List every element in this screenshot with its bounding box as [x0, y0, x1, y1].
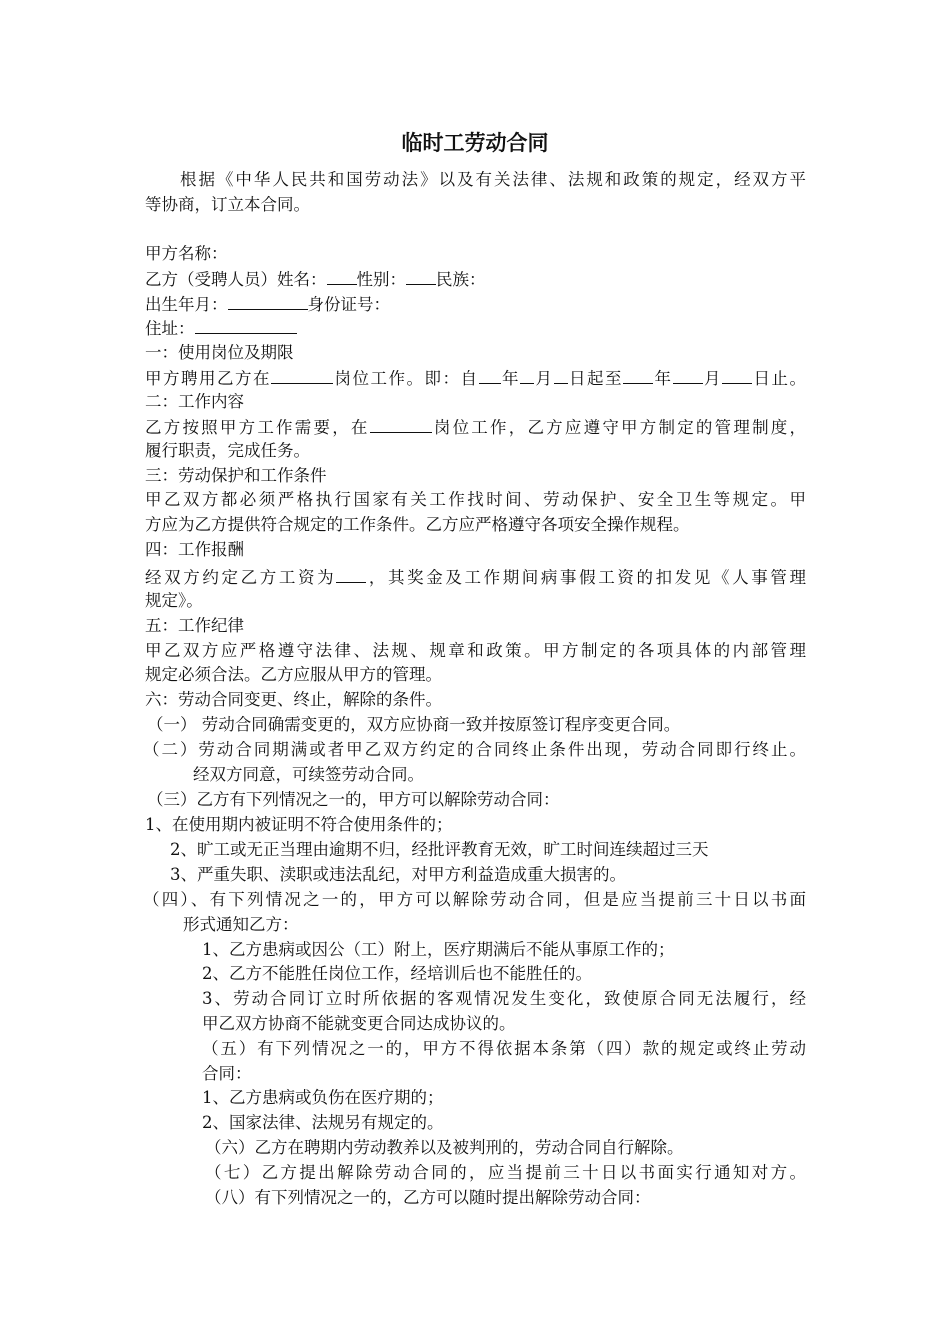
document-line: [145, 390, 244, 414]
document-line: [145, 813, 453, 837]
line-text: 经双方约定乙方工资为: [145, 568, 337, 587]
document-line: [147, 788, 560, 812]
line-text: 甲乙双方协商不能就变更合同达成协议的。: [202, 1014, 516, 1033]
document-line: [145, 614, 244, 638]
document-line: [205, 1136, 684, 1160]
line-text: 三：劳动保护和工作条件: [145, 466, 327, 485]
document-line: [202, 1086, 444, 1110]
document-line: [143, 738, 806, 762]
line-text: 甲乙双方都必须严格执行国家有关工作找时间、劳动保护、安全卫生等规定。甲: [145, 490, 806, 509]
line-text: 根据《中华人民共和国劳动法》以及有关法律、法规和政策的规定，经双方平: [180, 170, 806, 189]
line-text: 等协商，订立本合同。: [145, 195, 310, 214]
line-text: （四）、有下列情况之一的，甲方可以解除劳动合同，但是应当提前三十日以书面: [143, 890, 806, 909]
fill-in-blank: [271, 366, 333, 384]
line-text: 性别：: [356, 270, 406, 289]
document-line: [145, 663, 442, 687]
line-text: （六）乙方在聘期内劳动教养以及被判刑的，劳动合同自行解除。: [205, 1138, 684, 1157]
line-text: 1、乙方患病或因公（工）附上，医疗期满后不能从事原工作的；: [202, 940, 675, 959]
document-line: [205, 1161, 806, 1185]
fill-in-blank: [228, 292, 308, 310]
document-line: [202, 1062, 252, 1086]
document-line: [202, 1111, 444, 1135]
line-text: 五：工作纪律: [145, 616, 244, 635]
line-text: （八）有下列情况之一的，乙方可以随时提出解除劳动合同：: [205, 1188, 651, 1207]
document-line: [170, 838, 709, 862]
document-line: [147, 713, 680, 737]
document-line: [202, 938, 675, 962]
document-line: [145, 589, 203, 613]
fill-in-blank: [195, 316, 297, 334]
fill-in-blank: [479, 366, 501, 384]
line-text: 乙方（受聘人员）姓名：: [145, 270, 327, 289]
line-text: 身份证号：: [307, 295, 390, 314]
document-line: [202, 1012, 516, 1036]
document-line: [202, 1037, 806, 1061]
document-line: [193, 763, 424, 787]
line-text: 规定必须合法。乙方应服从甲方的管理。: [145, 665, 442, 684]
document-title: 临时工劳动合同: [401, 131, 549, 155]
line-text: （二）劳动合同期满或者甲乙双方约定的合同终止条件出现，劳动合同即行终止。: [143, 740, 806, 759]
document-line: [145, 439, 310, 463]
fill-in-blank: [370, 415, 432, 433]
line-text: 形式通知乙方：: [183, 915, 299, 934]
line-text: 经双方同意，可续签劳动合同。: [193, 765, 424, 784]
document-line: [202, 987, 806, 1011]
document-line: [180, 168, 806, 192]
document-line: [170, 863, 626, 887]
line-text: 民族：: [436, 270, 486, 289]
document-line: [145, 242, 228, 266]
line-text: 3、劳动合同订立时所依据的客观情况发生变化，致使原合同无法履行，经: [202, 989, 806, 1008]
line-text: 六：劳动合同变更、终止，解除的条件。: [145, 690, 442, 709]
line-text: 日止。: [752, 369, 806, 388]
document-line: [145, 316, 297, 340]
line-text: 甲方名称：: [145, 244, 228, 263]
fill-in-blank: [406, 267, 436, 285]
line-text: 2、国家法律、法规另有规定的。: [202, 1113, 444, 1132]
line-text: 履行职责，完成任务。: [145, 441, 310, 460]
line-text: ，其奖金及工作期间病事假工资的扣发见《人事管理: [366, 568, 806, 587]
line-text: 年: [500, 369, 520, 388]
fill-in-blank: [327, 267, 357, 285]
line-text: 日起至: [567, 369, 623, 388]
fill-in-blank: [623, 366, 653, 384]
document-line: [183, 913, 299, 937]
line-text: 规定》。: [145, 591, 203, 610]
document-line: [145, 688, 442, 712]
document-line: [145, 415, 806, 439]
document-line: [202, 962, 592, 986]
document-line: [145, 193, 310, 217]
line-text: 甲乙双方应严格遵守法律、法规、规章和政策。甲方制定的各项具体的内部管理: [145, 641, 806, 660]
line-text: 一：使用岗位及期限: [145, 343, 294, 362]
line-text: 2、旷工或无正当理由逾期不归，经批评教育无效，旷工时间连续超过三天: [170, 840, 709, 859]
line-text: 出生年月：: [145, 295, 228, 314]
document-line: [145, 488, 806, 512]
document-line: [145, 292, 390, 316]
line-text: 岗位工作。即：自: [333, 369, 479, 388]
document-line: [145, 513, 690, 537]
line-text: 岗位工作，乙方应遵守甲方制定的管理制度，: [431, 418, 806, 437]
line-text: （一） 劳动合同确需变更的，双方应协商一致并按原签订程序变更合同。: [147, 715, 681, 734]
line-text: 月: [534, 369, 554, 388]
document-line: [145, 366, 806, 390]
line-text: 合同：: [202, 1064, 252, 1083]
document-line: [145, 565, 806, 589]
line-text: （七）乙方提出解除劳动合同的，应当提前三十日以书面实行通知对方。: [205, 1163, 806, 1182]
line-text: 二：工作内容: [145, 392, 244, 411]
line-text: 1、在使用期内被证明不符合使用条件的；: [145, 815, 453, 834]
document-line: [145, 538, 244, 562]
line-text: （五）有下列情况之一的，甲方不得依据本条第（四）款的规定或终止劳动: [202, 1039, 806, 1058]
line-text: 甲方聘用乙方在: [145, 369, 271, 388]
document-line: [205, 1186, 651, 1210]
document-line: [145, 341, 294, 365]
document-line: [145, 639, 806, 663]
line-text: 2、乙方不能胜任岗位工作，经培训后也不能胜任的。: [202, 964, 592, 983]
document-line: [145, 464, 327, 488]
fill-in-blank: [673, 366, 703, 384]
fill-in-blank: [554, 366, 568, 384]
line-text: 1、乙方患病或负伤在医疗期的；: [202, 1088, 444, 1107]
line-text: 方应为乙方提供符合规定的工作条件。乙方应严格遵守各项安全操作规程。: [145, 515, 690, 534]
document-line: [145, 267, 486, 291]
line-text: 月: [702, 369, 722, 388]
line-text: （三）乙方有下列情况之一的，甲方可以解除劳动合同：: [147, 790, 560, 809]
fill-in-blank: [722, 366, 752, 384]
line-text: 乙方按照甲方工作需要，在: [145, 418, 370, 437]
line-text: 四：工作报酬: [145, 540, 244, 559]
fill-in-blank: [520, 366, 534, 384]
line-text: 3、严重失职、渎职或违法乱纪，对甲方利益造成重大损害的。: [170, 865, 626, 884]
document-line: [143, 888, 806, 912]
line-text: 住址：: [145, 319, 195, 338]
fill-in-blank: [336, 565, 366, 583]
line-text: 年: [653, 369, 673, 388]
